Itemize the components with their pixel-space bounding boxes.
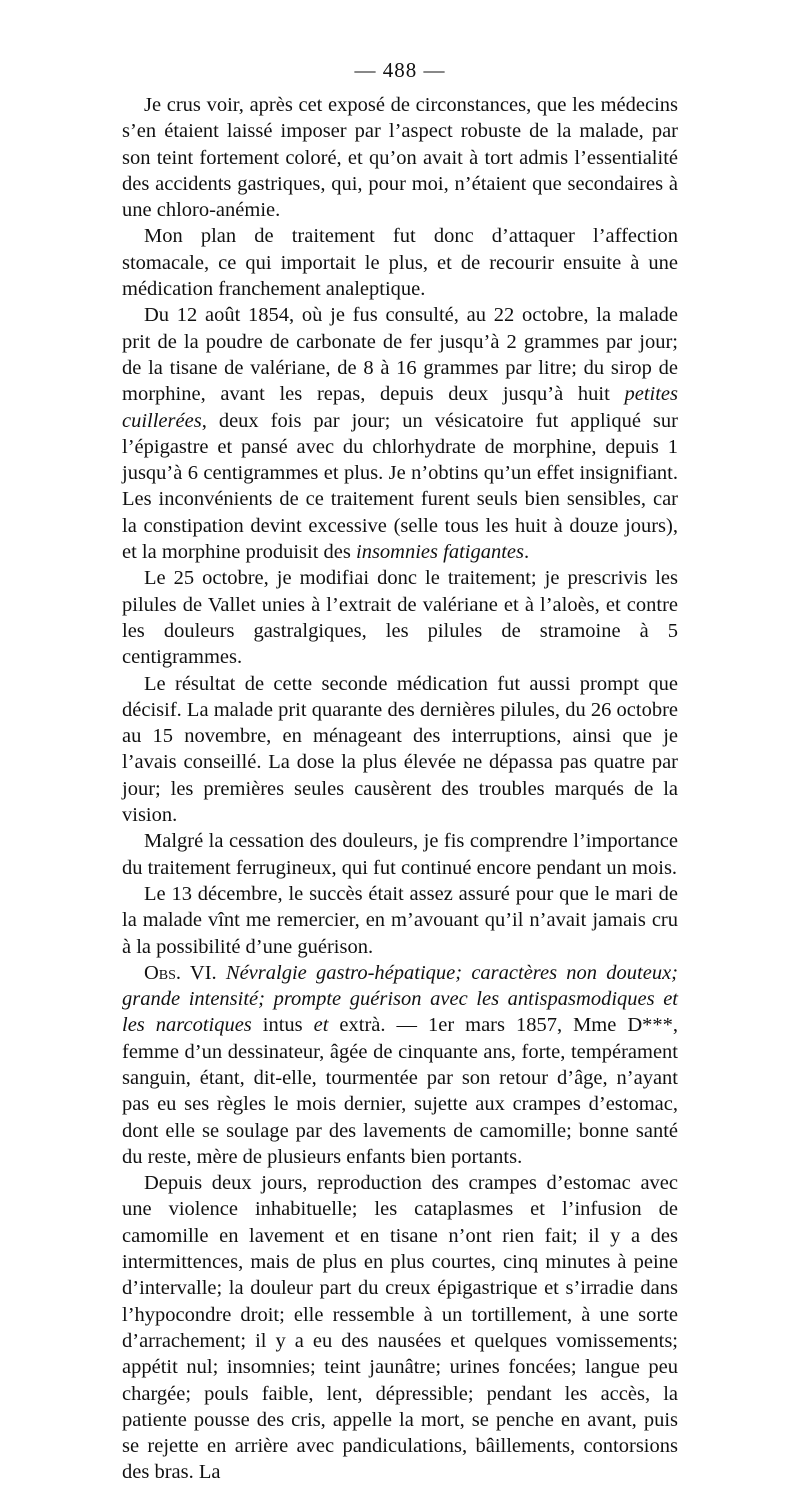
paragraph-3-before: Du 12 août 1854, où je fus consulté, au 22 octobre, la malade prit de la poudre de carbonate de fer jusqu’à 2 grammes par jour; de la tisane de valériane, de 8 à 16 grammes par litre; du sirop de morphine, avant les repas, depuis deux jusqu’à huit bbox=[122, 304, 678, 406]
observation-text: extrà. — 1er mars 1857, Mme D***, femme d’un dessinateur, âgée de cinquante ans, forte, tempérament sanguin, étant, dit-elle, tourmentée par son retour d’âge, n’ayant pas eu ses règles le mois dernier, sujette aux crampes d’estomac, dont elle se soulage par des lavements de camomille; bonne santé du reste, mère de plusieurs enfants bien portants. bbox=[122, 1014, 679, 1168]
paragraph-3-after: . bbox=[523, 541, 530, 564]
paragraph-9: Depuis deux jours, reproduction des crampes d’estomac avec une violence inhabituelle; les cataplasmes et l’infusion de camomille en lavement et en tisane n’ont rien fait; il y a des intermittences, mais de plus en plus courtes, cinq minutes à peine d’intervalle; la douleur part du creux épigastrique et s’irradie dans l’hypocondre droit; elle ressemble à un tortillement, à une sorte d’arrachement; il y a eu des nausées et quelques vomissements; appétit nul; insomnies; teint jaunâtre; urines foncées; langue peu chargée; pouls faible, lent, dépressible; pendant les accès, la patiente pousse des cris, appelle la mort, se penche en avant, puis se rejette en arrière avec pandiculations, bâillements, contorsions des bras. La bbox=[122, 1172, 678, 1484]
observation-middle: intus bbox=[251, 1014, 314, 1037]
body-text bbox=[122, 92, 678, 1486]
paragraph-6: Malgré la cessation des douleurs, je fis comprendre l’importance du traitement ferrugineux, qui fut continué encore pendant un mois. bbox=[122, 830, 678, 879]
paragraph-3-italic-2: insomnies fatigantes bbox=[356, 541, 524, 564]
paragraph-3 bbox=[122, 302, 678, 565]
observation-italic-et: et bbox=[313, 1014, 329, 1037]
observation-6-paragraph bbox=[122, 960, 678, 1170]
paragraph-3-italic-1: petites cuillerées bbox=[122, 383, 678, 432]
paragraph-5: Le résultat de cette seconde médication fut aussi prompt que décisif. La malade prit quarante des dernières pilules, du 26 octobre au 15 novembre, en ménageant des interruptions, ainsi que je l’avais conseillé. La dose la plus élevée ne dépassa pas quatre par jour; les premières seules causèrent des troubles marqués de la vision. bbox=[122, 672, 678, 827]
observation-title: Névralgie gastro-hépatique; caractères non douteux; grande intensité; prompte guérison avec les antispasmodiques et les narcotiques bbox=[122, 961, 678, 1037]
paragraph-1: Je crus voir, après cet exposé de circonstances, que les médecins s’en étaient laissé imposer par l’aspect robuste de la malade, par son teint fortement coloré, et qu’on avait à tort admis l’essentialité des accidents gastriques, qui, pour moi, n’étaient que secondaires à une chloro-anémie. bbox=[122, 94, 678, 222]
observation-label: Obs. VI. bbox=[144, 961, 217, 984]
paragraph-2: Mon plan de traitement fut donc d’attaquer l’affection stomacale, ce qui importait le plus, et de recourir ensuite à une médication franchement analeptique. bbox=[122, 225, 678, 301]
paragraph-3-middle: , deux fois par jour; un vésicatoire fut appliqué sur l’épigastre et pansé avec du chlorhydrate de morphine, depuis 1 jusqu’à 6 centigrammes et plus. Je n’obtins qu’un effet insignifiant. Les inconvénients de ce traitement furent seuls bien sensibles, car la constipation devint excessive (selle tous les huit à douze jours), et la morphine produisit des bbox=[122, 409, 678, 564]
paragraph-4: Le 25 octobre, je modifiai donc le traitement; je prescrivis les pilules de Vallet unies à l’extrait de valériane et à l’aloès, et contre les douleurs gastralgiques, les pilules de stramoine à 5 centigrammes. bbox=[122, 567, 678, 669]
page-number: — 488 — bbox=[354, 58, 446, 82]
paragraph-7: Le 13 décembre, le succès était assez assuré pour que le mari de la malade vînt me remercier, en m’avouant qu’il n’avait jamais cru à la possibilité d’une guérison. bbox=[122, 882, 678, 958]
